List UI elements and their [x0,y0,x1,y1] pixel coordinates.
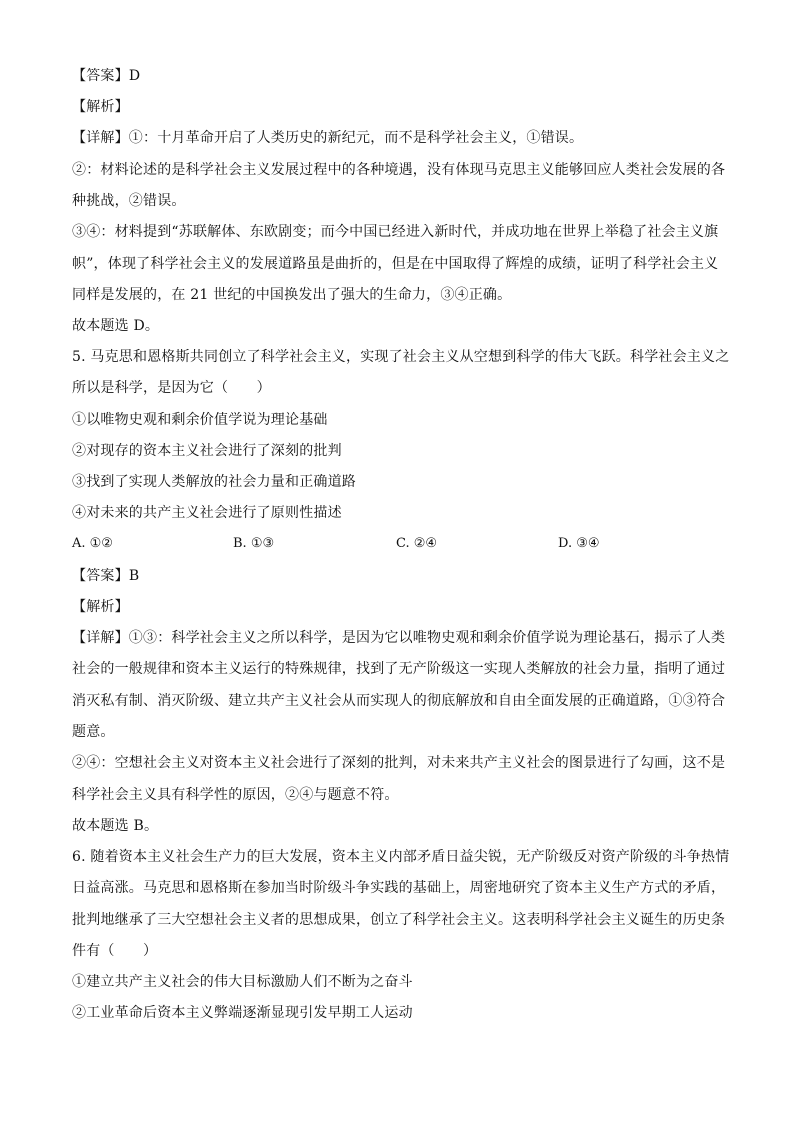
answer-tag: 【答案】 [72,568,129,584]
q5-statement: ①以唯物史观和剩余价值学说为理论基础 [72,412,328,428]
q5-detail-line: 消灭私有制、消灭阶级、建立共产主义社会从而实现人的彻底解放和自由全面发展的正确道路，①③符合 [72,693,726,709]
q5-stem-line: 所以是科学，是因为它（ ） [72,380,271,396]
q6-stem-line: 批判地继承了三大空想社会主义者的思想成果，创立了科学社会主义。这表明科学社会主义诞生的历史条 [72,912,726,928]
q5-statement: ③找到了实现人类解放的社会力量和正确道路 [72,474,356,490]
q5-detail-line: 【详解】①③：科学社会主义之所以科学，是因为它以唯物史观和剩余价值学说为理论基石，揭示了人类 [72,630,726,646]
q5-answer-line [72,566,732,586]
answer-tag: 【答案】 [72,68,129,84]
q5-detail-line: ②④：空想社会主义对资本主义社会进行了深刻的批判，对未来共产主义社会的图景进行了勾画，这不是 [72,755,726,771]
answer-value: B [128,568,140,584]
q6-stem-line: 日益高涨。马克思和恩格斯在参加当时阶级斗争实践的基础上，周密地研究了资本主义生产方式的矛盾， [72,880,726,896]
q5-option-c: C. ②④ [396,536,438,551]
answer-value: D [128,68,141,84]
q5-conclusion: 故本题选 B。 [72,818,159,834]
q4-detail-line: 【详解】①：十月革命开启了人类历史的新纪元，而不是科学社会主义，①错误。 [72,130,584,146]
q5-option-d: D. ③④ [558,536,600,551]
q4-analysis-tag: 【解析】 [72,99,129,115]
q4-answer-line [72,66,732,86]
q5-statement: ②对现存的资本主义社会进行了深刻的批判 [72,443,342,459]
q5-option-a: A. ①② [72,536,113,551]
q4-detail-line: ③④：材料提到“苏联解体、东欧剧变；而今中国已经进入新时代，并成功地在世界上举稳了社会主义旗 [72,224,719,240]
q5-stem-line: 5. 马克思和恩格斯共同创立了科学社会主义，实现了社会主义从空想到科学的伟大飞跃。科学社会主义之 [72,349,730,365]
q4-detail-line: ②：材料论述的是科学社会主义发展过程中的各种境遇，没有体现马克思主义能够回应人类社会发展的各 [72,162,726,178]
q4-conclusion: 故本题选 D。 [72,318,160,334]
q4-detail-line: 帜”，体现了科学社会主义的发展道路虽是曲折的，但是在中国取得了辉煌的成绩，证明了科学社会主义 [72,256,719,272]
q5-detail-line: 题意。 [72,724,115,740]
q4-detail-line: 同样是发展的，在 21 世纪的中国换发出了强大的生命力，③④正确。 [72,287,512,303]
q6-statement: ②工业革命后资本主义弊端逐渐显现引发早期工人运动 [72,1005,413,1021]
q5-analysis-tag: 【解析】 [72,599,129,615]
q5-detail-line: 社会的一般规律和资本主义运行的特殊规律，找到了无产阶级这一实现人类解放的社会力量，指明了通过 [72,661,726,677]
q6-stem-line: 6. 随着资本主义社会生产力的巨大发展，资本主义内部矛盾日益尖锐，无产阶级反对资产阶级的斗争热情 [72,849,730,865]
q5-statement: ④对未来的共产主义社会进行了原则性描述 [72,505,342,521]
q6-stem-line: 件有（ ） [72,943,158,959]
q6-statement: ①建立共产主义社会的伟大目标激励人们不断为之奋斗 [72,974,413,990]
q4-detail-line: 种挑战，②错误。 [72,193,186,209]
q5-detail-line: 科学社会主义具有科学性的原因，②④与题意不符。 [72,787,399,803]
q5-option-b: B. ①③ [233,536,275,551]
